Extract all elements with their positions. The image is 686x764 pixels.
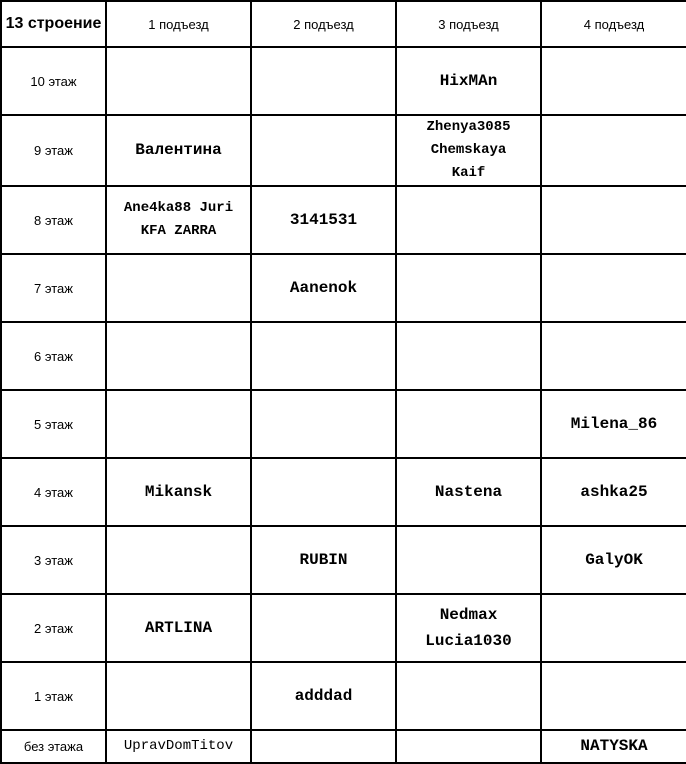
resident-cell: ARTLINA bbox=[106, 594, 251, 662]
resident-cell: Mikansk bbox=[106, 458, 251, 526]
resident-cell: Nastena bbox=[396, 458, 541, 526]
floor-row bbox=[1, 115, 686, 186]
resident-cell bbox=[106, 390, 251, 458]
entrance-header: 2 подъезд bbox=[251, 1, 396, 47]
floor-label: 8 этаж bbox=[1, 186, 106, 254]
floor-label: 7 этаж bbox=[1, 254, 106, 322]
resident-cell bbox=[106, 47, 251, 115]
floor-row bbox=[1, 730, 686, 763]
resident-cell bbox=[251, 594, 396, 662]
resident-cell: UpravDomTitov bbox=[106, 730, 251, 763]
resident-cell: 3141531 bbox=[251, 186, 396, 254]
resident-cell: NATYSKA bbox=[541, 730, 686, 763]
resident-cell bbox=[396, 322, 541, 390]
floor-label: без этажа bbox=[1, 730, 106, 763]
entrance-header: 1 подъезд bbox=[106, 1, 251, 47]
resident-cell: Nedmax Lucia1030 bbox=[396, 594, 541, 662]
resident-cell: ashka25 bbox=[541, 458, 686, 526]
resident-cell: Ane4ka88 Juri KFA ZARRA bbox=[106, 186, 251, 254]
resident-cell bbox=[541, 115, 686, 186]
resident-cell bbox=[251, 390, 396, 458]
floor-label: 9 этаж bbox=[1, 115, 106, 186]
floor-row bbox=[1, 47, 686, 115]
header-row bbox=[1, 1, 686, 47]
floor-label: 3 этаж bbox=[1, 526, 106, 594]
floor-row bbox=[1, 322, 686, 390]
floor-row bbox=[1, 390, 686, 458]
floor-row bbox=[1, 458, 686, 526]
resident-cell bbox=[541, 594, 686, 662]
resident-cell bbox=[396, 526, 541, 594]
resident-cell bbox=[106, 526, 251, 594]
floor-label: 5 этаж bbox=[1, 390, 106, 458]
resident-cell bbox=[541, 254, 686, 322]
building-title: 13 строение bbox=[1, 1, 106, 47]
resident-cell: Валентина bbox=[106, 115, 251, 186]
floor-row bbox=[1, 526, 686, 594]
resident-cell: Milena_86 bbox=[541, 390, 686, 458]
resident-cell bbox=[396, 390, 541, 458]
resident-cell bbox=[251, 322, 396, 390]
resident-cell bbox=[396, 254, 541, 322]
floor-label: 10 этаж bbox=[1, 47, 106, 115]
resident-cell bbox=[106, 662, 251, 730]
floor-label: 4 этаж bbox=[1, 458, 106, 526]
resident-cell bbox=[251, 730, 396, 763]
floor-label: 6 этаж bbox=[1, 322, 106, 390]
floor-label: 2 этаж bbox=[1, 594, 106, 662]
resident-cell bbox=[251, 115, 396, 186]
resident-cell bbox=[541, 662, 686, 730]
floor-row bbox=[1, 594, 686, 662]
resident-cell bbox=[251, 47, 396, 115]
resident-cell: HixMAn bbox=[396, 47, 541, 115]
floor-row bbox=[1, 662, 686, 730]
resident-cell bbox=[396, 730, 541, 763]
resident-cell bbox=[106, 322, 251, 390]
floor-row bbox=[1, 186, 686, 254]
resident-cell: GalyOK bbox=[541, 526, 686, 594]
resident-cell bbox=[106, 254, 251, 322]
resident-cell: Zhenya3085 Chemskaya Kaif bbox=[396, 115, 541, 186]
entrance-header: 3 подъезд bbox=[396, 1, 541, 47]
resident-cell bbox=[541, 186, 686, 254]
resident-cell bbox=[541, 322, 686, 390]
resident-cell bbox=[251, 458, 396, 526]
resident-cell bbox=[396, 662, 541, 730]
resident-cell: Aanenok bbox=[251, 254, 396, 322]
resident-cell bbox=[541, 47, 686, 115]
entrance-header: 4 подъезд bbox=[541, 1, 686, 47]
resident-cell bbox=[396, 186, 541, 254]
resident-cell: adddad bbox=[251, 662, 396, 730]
resident-cell: RUBIN bbox=[251, 526, 396, 594]
floor-label: 1 этаж bbox=[1, 662, 106, 730]
floor-row bbox=[1, 254, 686, 322]
